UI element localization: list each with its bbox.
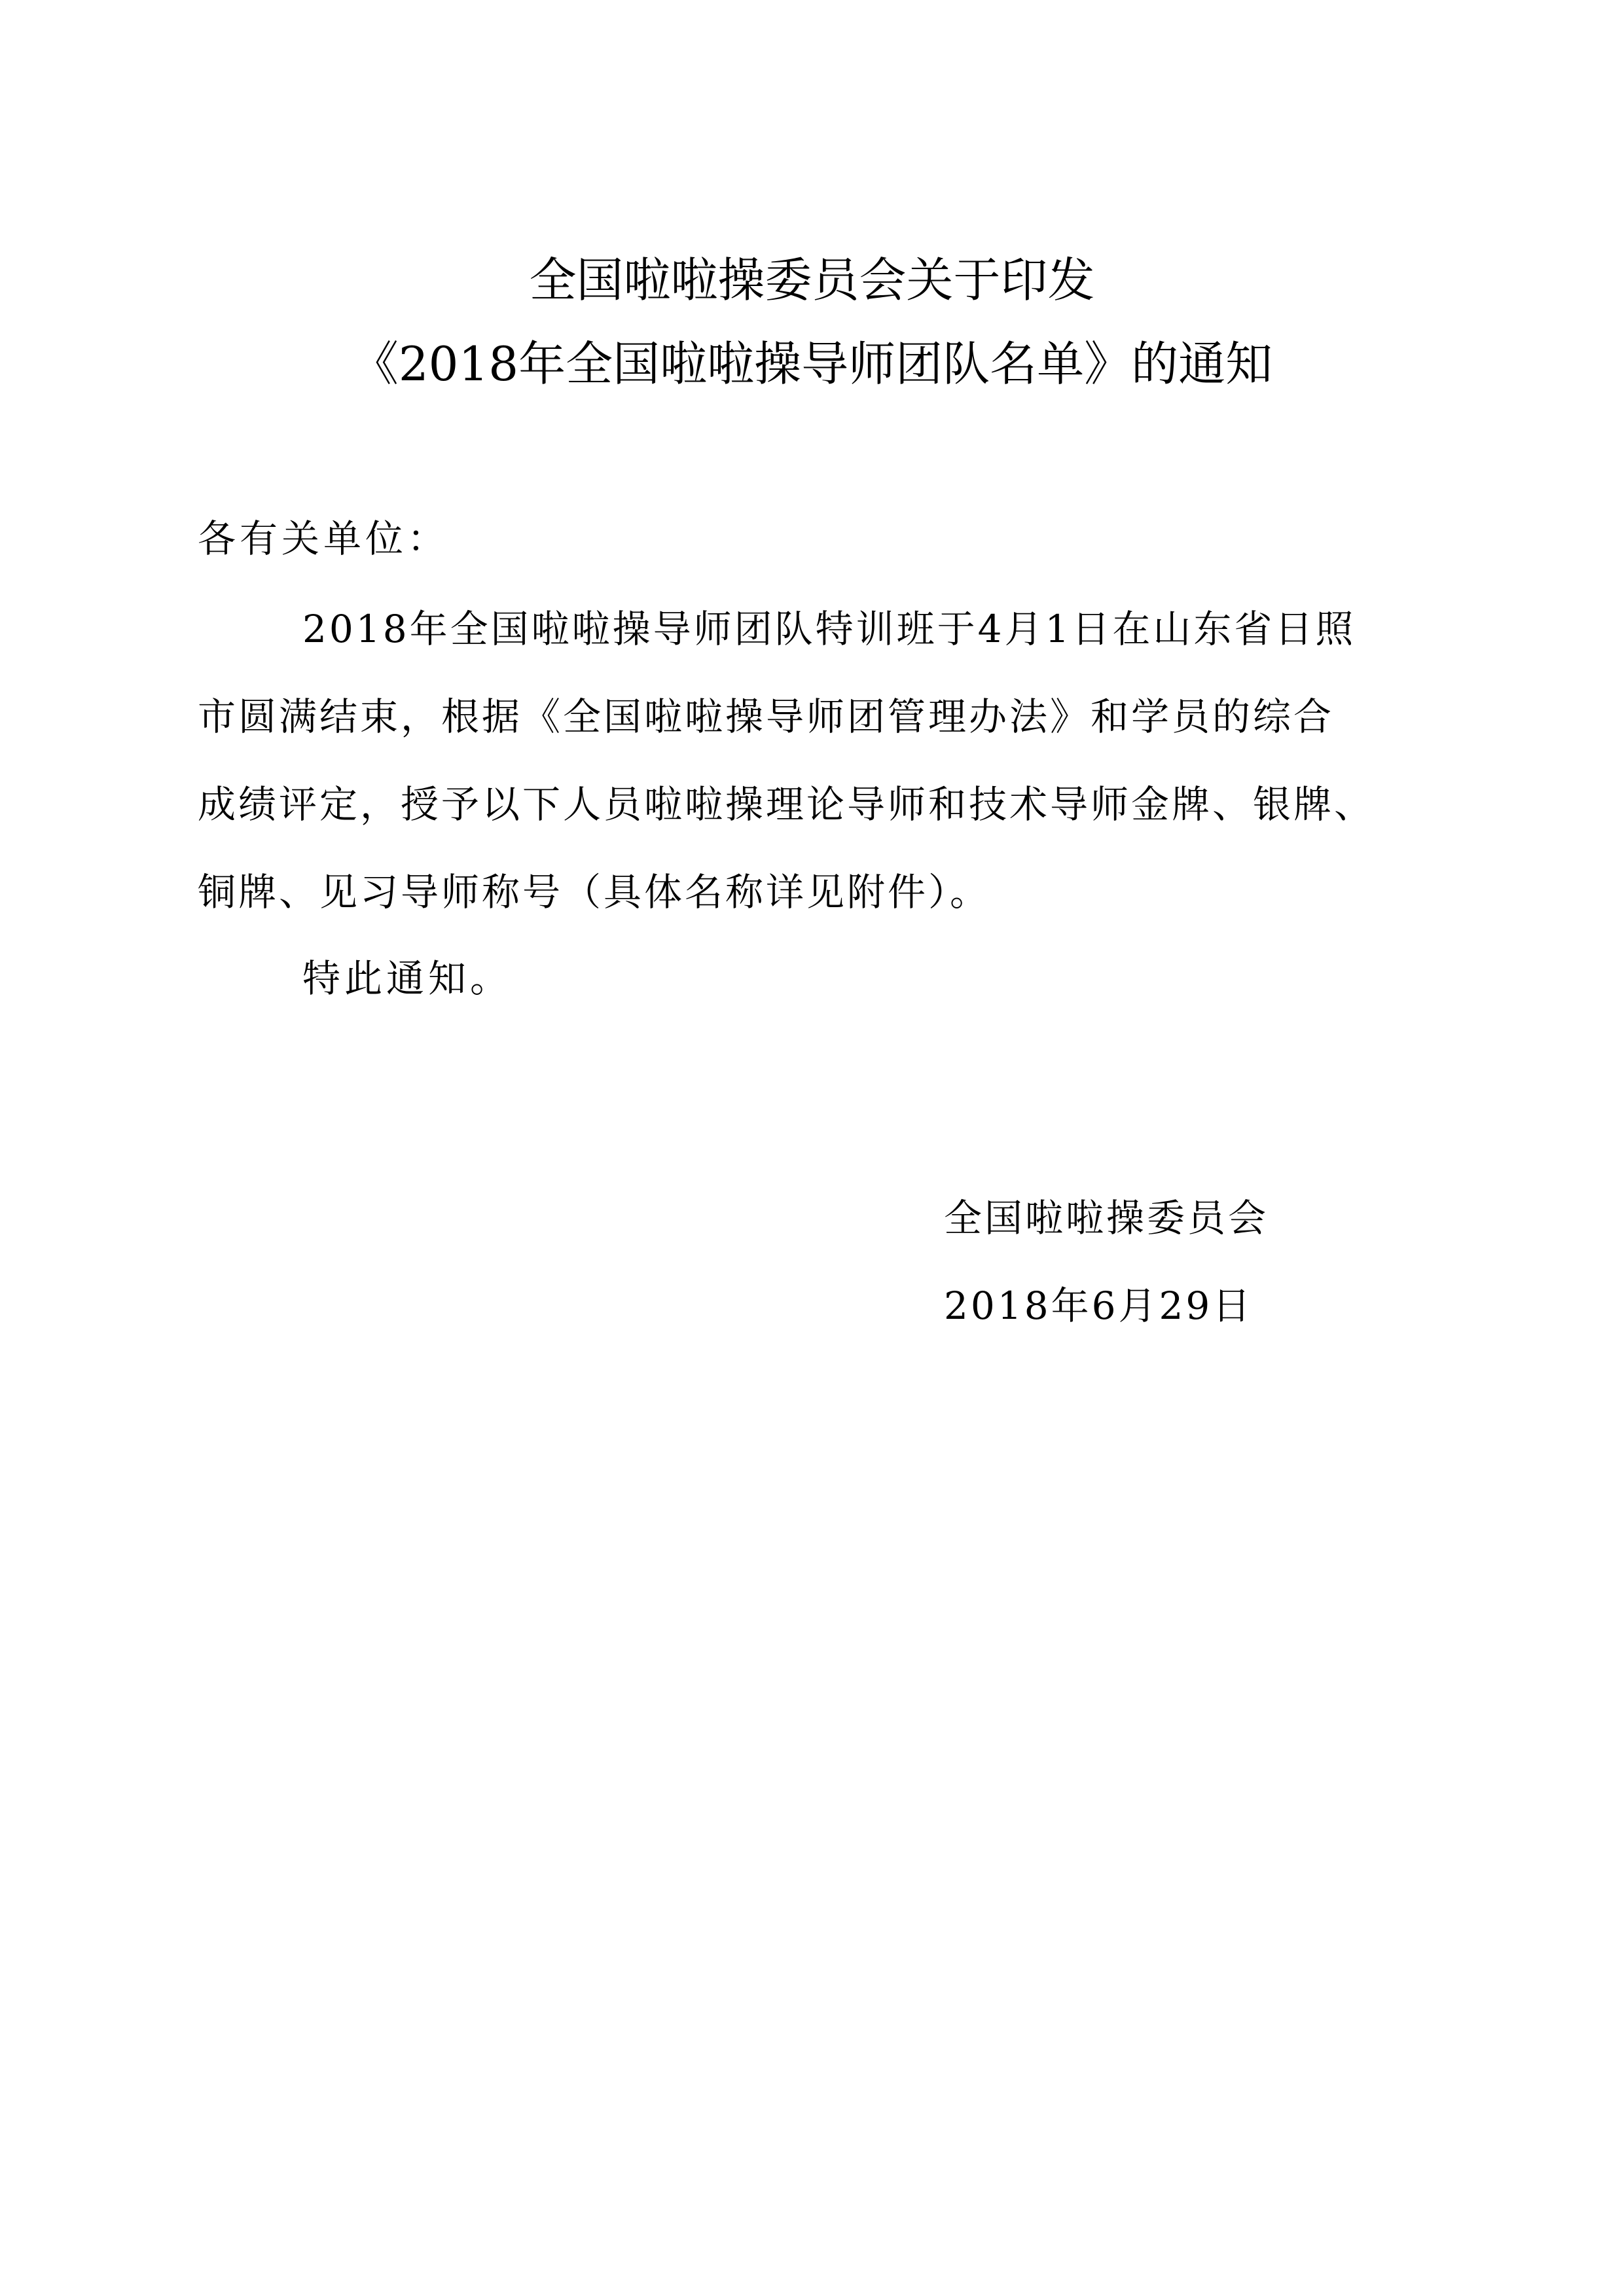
body-paragraph-line-3: 成绩评定，授予以下人员啦啦操理论导师和技术导师金牌、银牌、 [198,782,1375,827]
body-paragraph-line-4: 铜牌、见习导师称号（具体名称详见附件）。 [198,870,991,914]
body-paragraph-line-2: 市圆满结束，根据《全国啦啦操导师团管理办法》和学员的综合 [198,694,1335,739]
closing-remark: 特此通知。 [302,956,513,1001]
signer-organization: 全国啦啦操委员会 [944,1196,1269,1240]
salutation: 各有关单位： [198,516,450,561]
issue-date: 2018年6月29日 [944,1283,1254,1328]
document-title-line-1: 全国啦啦操委员会关于印发 [529,253,1095,308]
document-title-line-2: 《2018年全国啦啦操导师团队名单》的通知 [351,336,1273,391]
body-paragraph-line-1: 2018年全国啦啦操导师团队特训班于4月1日在山东省日照 [302,607,1356,651]
